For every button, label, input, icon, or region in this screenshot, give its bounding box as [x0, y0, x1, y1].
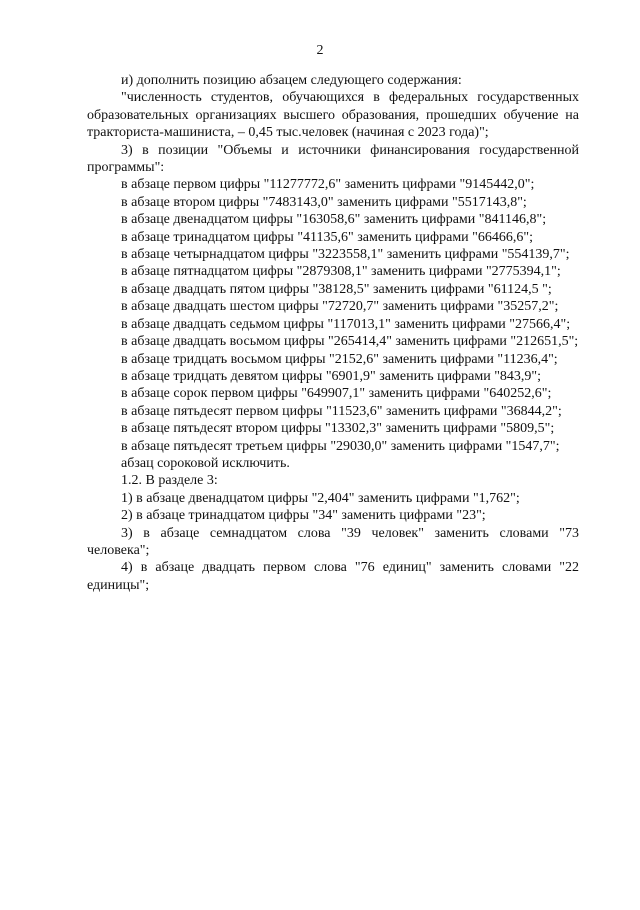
paragraph: в абзаце четырнадцатом цифры "3223558,1" заменить цифрами "554139,7";: [121, 247, 570, 263]
paragraph: в абзаце двадцать седьмом цифры "117013,1" заменить цифрами "27566,4";: [121, 316, 571, 332]
paragraph: в абзаце пятнадцатом цифры "2879308,1" заменить цифрами "2775394,1";: [121, 264, 561, 280]
paragraph: в абзаце тридцать восьмом цифры "2152,6" заменить цифрами "11236,4";: [121, 351, 558, 367]
paragraph: в абзаце пятьдесят первом цифры "11523,6" заменить цифрами "36844,2";: [121, 403, 562, 419]
paragraph: в абзаце тридцать девятом цифры "6901,9" заменить цифрами "843,9";: [121, 368, 542, 384]
paragraph: "численность студентов, обучающихся в федеральных государственных образовательных организациях высшего образования, прошедших обучение на тракториста-машиниста, – 0,45 тыс.человек (начиная с 2023 года)";: [87, 90, 579, 141]
paragraph: в абзаце сорок первом цифры "649907,1" заменить цифрами "640252,6";: [121, 386, 552, 402]
document-body: [87, 72, 579, 594]
paragraph: в абзаце тринадцатом цифры "41135,6" заменить цифрами "66466,6";: [121, 229, 533, 245]
paragraph: в абзаце двадцать шестом цифры "72720,7" заменить цифрами "35257,2";: [121, 299, 559, 315]
paragraph: в абзаце пятьдесят третьем цифры "29030,0" заменить цифрами "1547,7";: [121, 438, 560, 454]
paragraph: 4) в абзаце двадцать первом слова "76 единиц" заменить словами "22 единицы";: [87, 560, 579, 593]
paragraph: в абзаце втором цифры "7483143,0" заменить цифрами "5517143,8";: [121, 194, 527, 210]
paragraph: 2) в абзаце тринадцатом цифры "34" заменить цифрами "23";: [121, 508, 486, 524]
paragraph: в абзаце двадцать восьмом цифры "265414,4" заменить цифрами "212651,5";: [121, 334, 579, 350]
paragraph: абзац сороковой исключить.: [121, 455, 290, 471]
paragraph: в абзаце двадцать пятом цифры "38128,5" заменить цифрами "61124,5 ";: [121, 281, 552, 297]
paragraph: и) дополнить позицию абзацем следующего содержания:: [121, 73, 462, 88]
paragraph: в абзаце двенадцатом цифры "163058,6" заменить цифрами "841146,8";: [121, 212, 547, 228]
paragraph: 1) в абзаце двенадцатом цифры "2,404" заменить цифрами "1,762";: [121, 490, 520, 506]
paragraph: в абзаце первом цифры "11277772,6" заменить цифрами "9145442,0";: [121, 177, 535, 193]
paragraph: 3) в позиции "Объемы и источники финансирования государственной программы":: [87, 142, 579, 176]
paragraph: в абзаце пятьдесят втором цифры "13302,3" заменить цифрами "5809,5";: [121, 421, 555, 437]
page-number: 2: [316, 43, 324, 58]
paragraph: 3) в абзаце семнадцатом слова "39 человек" заменить словами "73 человека";: [87, 525, 579, 558]
paragraph: 1.2. В разделе 3:: [121, 473, 218, 489]
